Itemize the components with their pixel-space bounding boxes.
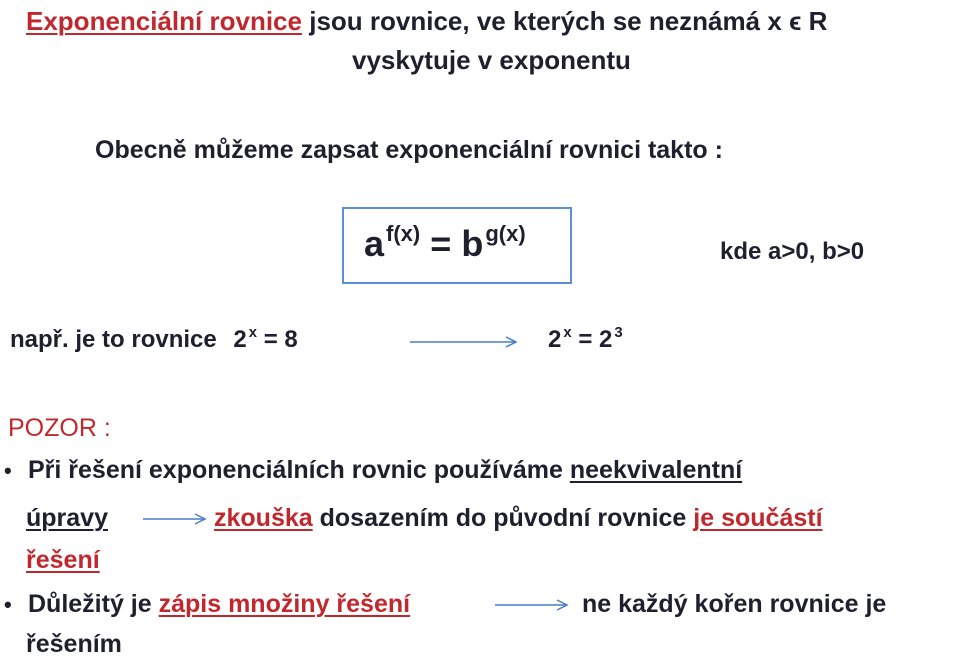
bullet-2-text-2: ne každý kořen rovnice je xyxy=(582,590,887,618)
example-label: např. je to rovnice xyxy=(10,326,217,353)
example-right-mid: = 2 xyxy=(578,326,613,353)
example-left-rest: = 8 xyxy=(263,326,298,353)
formula-b: b xyxy=(461,223,484,264)
example-right xyxy=(548,326,623,354)
definition-term: Exponenciální rovnice xyxy=(26,6,302,36)
formula-a-exponent: f(x) xyxy=(386,220,421,246)
bullet-1-upravy[interactable]: úpravy xyxy=(26,504,108,532)
formula-a: a xyxy=(364,223,385,264)
bullet-2-text: Důležitý je xyxy=(28,590,152,618)
arrow-right-icon xyxy=(495,598,571,612)
bullet-2-zapis[interactable]: zápis množiny řešení xyxy=(158,590,411,618)
general-intro: Obecně můžeme zapsat exponenciální rovnici takto : xyxy=(95,136,723,164)
definition-line-1 xyxy=(26,6,827,37)
bullet-1-text-2: dosazením do původní rovnice xyxy=(319,504,687,532)
bullet-2-line-1 xyxy=(28,590,410,619)
bullet-dot-icon: • xyxy=(4,458,12,483)
formula-condition: kde a>0, b>0 xyxy=(720,238,865,265)
definition-line-2: vyskytuje v exponentu xyxy=(352,45,631,75)
arrow-right-icon xyxy=(143,512,209,526)
example-left-base: 2 xyxy=(233,326,247,353)
bullet-1-line-2b xyxy=(214,504,823,533)
example-left-exponent: x xyxy=(248,324,258,341)
bullet-dot-icon: • xyxy=(4,592,12,617)
warning-title: POZOR : xyxy=(8,414,111,442)
bullet-1-line-3 xyxy=(26,546,100,575)
formula xyxy=(364,220,526,265)
bullet-1-neekvivalentni[interactable]: neekvivalentní xyxy=(569,456,743,484)
bullet-1-zkouska[interactable]: zkouška xyxy=(214,504,313,532)
bullet-1-line-2 xyxy=(26,504,108,533)
arrow-right-icon xyxy=(410,335,520,349)
example-right-exponent: x xyxy=(563,324,572,341)
example-left xyxy=(10,326,298,354)
example-right-exponent-2: 3 xyxy=(614,324,623,341)
bullet-1-line-1 xyxy=(28,456,742,485)
bullet-1-soucasti[interactable]: je součástí xyxy=(693,504,823,532)
formula-box xyxy=(342,207,572,284)
bullet-2-line-2: řešením xyxy=(26,630,122,658)
definition-text: jsou rovnice, ve kterých se neznámá x ϵ R xyxy=(309,6,828,36)
formula-b-exponent: g(x) xyxy=(485,220,526,246)
example-right-base: 2 xyxy=(548,326,562,353)
formula-equals: = xyxy=(430,223,452,264)
bullet-1-reseni[interactable]: řešení xyxy=(26,546,100,574)
bullet-1-text: Při řešení exponenciálních rovnic používáme xyxy=(28,456,563,484)
